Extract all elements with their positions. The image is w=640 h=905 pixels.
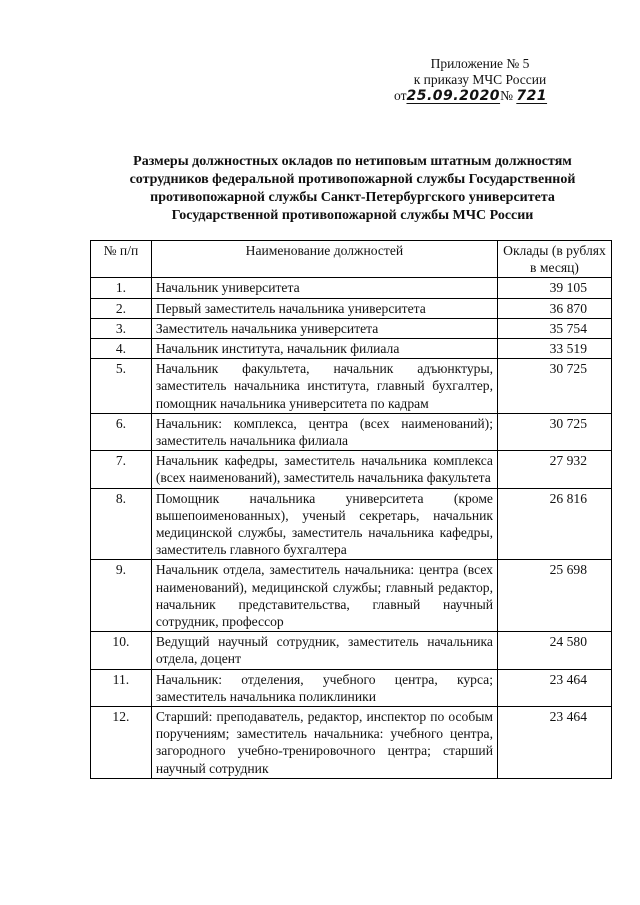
- row-position: Ведущий научный сотрудник, заместитель начальника отдела, доцент: [151, 632, 497, 669]
- document-header: [380, 56, 580, 104]
- table-row: [91, 278, 612, 298]
- row-num: 1.: [91, 278, 152, 298]
- table-row: [91, 339, 612, 359]
- row-salary: 27 932: [497, 451, 611, 488]
- row-salary: 25 698: [497, 560, 611, 632]
- row-salary: 26 816: [497, 488, 611, 560]
- row-position: Помощник начальника университета (кроме вышепоименованных), ученый секретарь, начальник медицинской службы, заместитель начальника кафедры, заместитель главного бухгалтера: [151, 488, 497, 560]
- handwritten-number: 721: [516, 88, 548, 104]
- salary-table: [90, 240, 612, 779]
- title-line-4: Государственной противопожарной службы МЧС России: [171, 208, 534, 223]
- table-row: [91, 298, 612, 318]
- row-num: 3.: [91, 318, 152, 338]
- table-row: [91, 632, 612, 669]
- document-title: [70, 153, 635, 225]
- row-salary: 23 464: [497, 669, 611, 706]
- row-salary: 35 754: [497, 318, 611, 338]
- row-position: Заместитель начальника университета: [151, 318, 497, 338]
- row-position: Начальник университета: [151, 278, 497, 298]
- table-row: [91, 451, 612, 488]
- row-num: 11.: [91, 669, 152, 706]
- row-position: Начальник факультета, начальник адъюнктуры, заместитель начальника института, главный бухгалтер, помощник начальника университета по кадрам: [151, 359, 497, 414]
- table-header-row: [91, 241, 612, 278]
- header-salary: Оклады (в рублях в месяц): [497, 241, 611, 278]
- row-num: 4.: [91, 339, 152, 359]
- row-position: Старший: преподаватель, редактор, инспектор по особым поручениям; заместитель начальника: учебного центра, загородного учебно-тренировочного центра; старший научный сотрудник: [151, 707, 497, 779]
- row-position: Начальник института, начальник филиала: [151, 339, 497, 359]
- row-salary: 30 725: [497, 413, 611, 450]
- row-position: Начальник отдела, заместитель начальника: центра (всех наименований), медицинской службы; главный редактор, начальник представительства, главный научный сотрудник, профессор: [151, 560, 497, 632]
- header-num: № п/п: [91, 241, 152, 278]
- row-num: 12.: [91, 707, 152, 779]
- row-salary: 24 580: [497, 632, 611, 669]
- title-line-2: сотрудников федеральной противопожарной службы Государственной: [129, 172, 576, 187]
- row-salary: 39 105: [497, 278, 611, 298]
- appendix-label: Приложение № 5: [430, 56, 530, 71]
- title-line-1: Размеры должностных окладов по нетиповым штатным должностям: [133, 154, 572, 169]
- title-line-3: противопожарной службы Санкт-Петербургского университета: [150, 190, 555, 205]
- table-row: [91, 560, 612, 632]
- row-num: 7.: [91, 451, 152, 488]
- row-num: 2.: [91, 298, 152, 318]
- row-position: Начальник: комплекса, центра (всех наименований); заместитель начальника филиала: [151, 413, 497, 450]
- table-row: [91, 707, 612, 779]
- order-label: к приказу МЧС России: [413, 72, 547, 87]
- handwritten-date: 25.09.2020: [406, 88, 501, 104]
- table-row: [91, 669, 612, 706]
- date-prefix: от: [394, 88, 407, 103]
- row-num: 8.: [91, 488, 152, 560]
- order-date-line: [380, 88, 580, 104]
- row-salary: 23 464: [497, 707, 611, 779]
- row-salary: 36 870: [497, 298, 611, 318]
- number-label: №: [500, 88, 513, 103]
- row-num: 10.: [91, 632, 152, 669]
- row-num: 9.: [91, 560, 152, 632]
- row-position: Начальник: отделения, учебного центра, курса; заместитель начальника поликлиники: [151, 669, 497, 706]
- row-position: Первый заместитель начальника университета: [151, 298, 497, 318]
- row-num: 5.: [91, 359, 152, 414]
- row-position: Начальник кафедры, заместитель начальника комплекса (всех наименований), заместитель начальника факультета: [151, 451, 497, 488]
- row-salary: 33 519: [497, 339, 611, 359]
- table-row: [91, 359, 612, 414]
- row-salary: 30 725: [497, 359, 611, 414]
- table-row: [91, 318, 612, 338]
- row-num: 6.: [91, 413, 152, 450]
- table-row: [91, 413, 612, 450]
- header-name: Наименование должностей: [151, 241, 497, 278]
- table-row: [91, 488, 612, 560]
